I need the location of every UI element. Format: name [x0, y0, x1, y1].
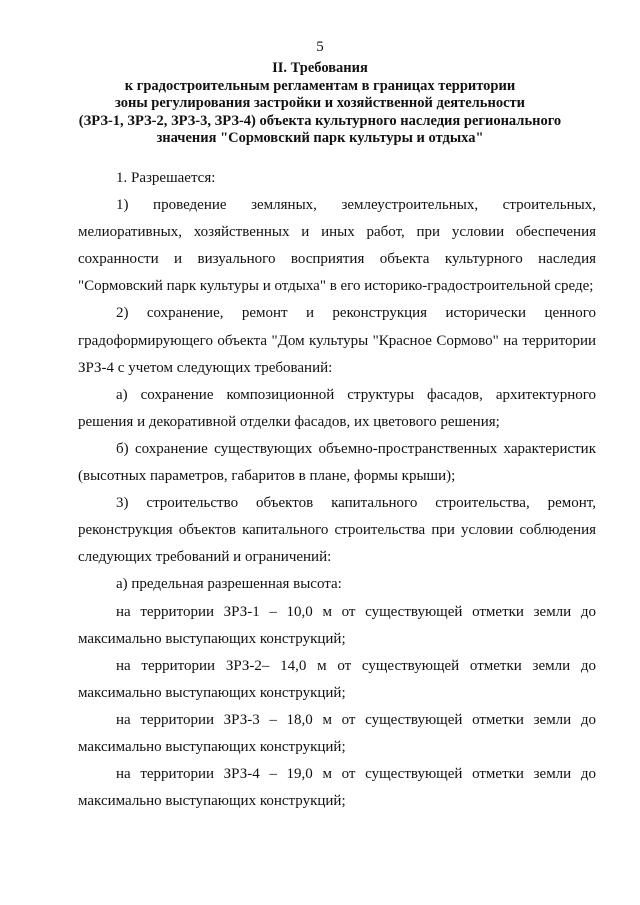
paragraph-height-zrz4: на территории ЗРЗ-4 – 19,0 м от существующей отметки земли до максимально выступающих конструкций;: [78, 766, 596, 810]
paragraph-item-2: 2) сохранение, ремонт и реконструкция исторически ценного градоформирующего объекта "Дом культуры "Красное Сормово" на территории ЗРЗ-4 с учетом следующих требований:: [78, 305, 596, 376]
heading-line-4: (ЗРЗ-1, ЗРЗ-2, ЗРЗ-3, ЗРЗ-4) объекта культурного наследия регионального: [78, 112, 562, 129]
page-number: 5: [316, 39, 324, 55]
paragraph-item-3a: а) предельная разрешенная высота:: [116, 576, 342, 593]
paragraph-item-2a: а) сохранение композиционной структуры фасадов, архитектурного решения и декоративной отделки фасадов, их цветового решения;: [78, 386, 596, 430]
paragraph-height-zrz3: на территории ЗРЗ-3 – 18,0 м от существующей отметки земли до максимально выступающих конструкций;: [78, 711, 596, 755]
paragraph-item-1: 1) проведение земляных, землеустроительных, строительных, мелиоративных, хозяйственных и иных работ, при условии обеспечения сохранности и визуального восприятия объекта культурного наследия "Сормовский парк культуры и отдыха" в его историко-градостроительной среде;: [78, 197, 596, 295]
heading-line-3: зоны регулирования застройки и хозяйственной деятельности: [115, 95, 525, 112]
paragraph-height-zrz2: на территории ЗРЗ-2– 14,0 м от существующей отметки земли до максимально выступающих конструкций;: [78, 657, 596, 701]
document-body: [78, 165, 596, 815]
paragraph-item-2b: б) сохранение существующих объемно-пространственных характеристик (высотных параметров, габаритов в плане, формы крыши);: [78, 440, 596, 485]
paragraph-allowed-intro: 1. Разрешается:: [116, 170, 216, 186]
paragraph-item-3: 3) строительство объектов капитального строительства, ремонт, реконструкция объектов капитального строительства при условии соблюдения следующих требований и ограничений:: [78, 495, 596, 566]
heading-line-5: значения "Сормовский парк культуры и отдыха": [156, 130, 484, 147]
heading-line-2: к градостроительным регламентам в границах территории: [124, 77, 516, 94]
section-heading: [60, 60, 580, 148]
heading-line-1: II. Требования: [272, 60, 368, 76]
paragraph-height-zrz1: на территории ЗРЗ-1 – 10,0 м от существующей отметки земли до максимально выступающих конструкций;: [78, 603, 596, 647]
